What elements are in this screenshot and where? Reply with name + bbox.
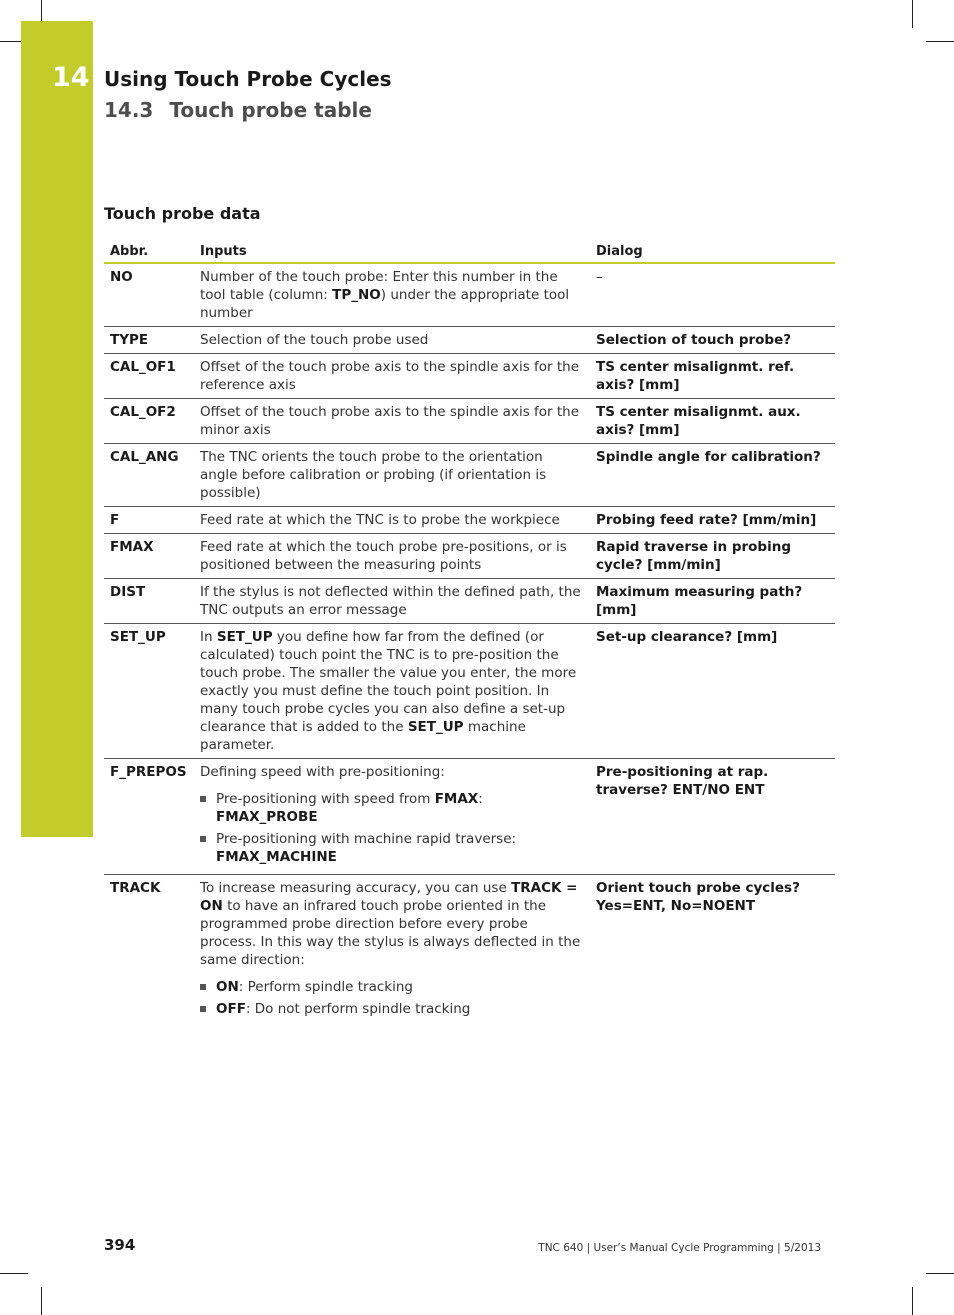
inline-text: Selection of the touch probe used	[200, 332, 429, 348]
cell-abbr: TRACK	[110, 880, 161, 896]
inline-bold-text: FMAX_PROBE	[216, 809, 318, 825]
cell-inputs	[194, 507, 590, 534]
inline-bold-text: TP_NO	[332, 287, 381, 303]
column-header-inputs: Inputs	[194, 240, 590, 263]
inputs-paragraph	[200, 583, 584, 619]
inputs-paragraph	[200, 879, 584, 969]
inline-text: Defining speed with pre-positioning:	[200, 764, 445, 780]
crop-mark	[926, 1273, 954, 1274]
inline-text: : Perform spindle tracking	[238, 979, 413, 995]
table-body	[104, 263, 835, 1026]
chapter-number: 14	[52, 62, 90, 93]
crop-mark	[926, 41, 954, 42]
cell-abbr: CAL_ANG	[104, 444, 194, 507]
table-row	[104, 507, 835, 534]
inputs-paragraph	[200, 403, 584, 439]
table-header-row	[104, 240, 835, 263]
crop-mark	[41, 1287, 42, 1315]
page-number: 394	[104, 1236, 136, 1254]
cell-inputs	[194, 444, 590, 507]
table-row	[104, 759, 835, 875]
bullet-list	[200, 978, 584, 1018]
inputs-paragraph	[200, 511, 584, 529]
inline-bold-text: OFF	[216, 1001, 246, 1017]
column-header-dialog: Dialog	[590, 240, 835, 263]
cell-abbr: F	[104, 507, 194, 534]
inline-text: If the stylus is not deflected within the defined path, the TNC outputs an error message	[200, 584, 581, 618]
inputs-paragraph	[200, 448, 584, 502]
bullet-item	[200, 1000, 584, 1018]
inline-text: to have an infrared touch probe oriented in the programmed probe direction before every probe process. In this way the stylus is always deflected in the same direction:	[200, 898, 581, 968]
column-header-abbr: Abbr.	[104, 240, 194, 263]
cell-dialog: Orient touch probe cycles? Yes=ENT, No=NOENT	[596, 880, 800, 914]
inline-text: Offset of the touch probe axis to the spindle axis for the reference axis	[200, 359, 580, 393]
cell-abbr: F_PREPOS	[104, 759, 194, 875]
cell-dialog: Probing feed rate? [mm/min]	[590, 507, 835, 534]
bullet-list	[200, 790, 584, 866]
inline-text: Feed rate at which the touch probe pre-positions, or is positioned between the measuring points	[200, 539, 567, 573]
table-row	[104, 579, 835, 624]
bullet-item	[200, 830, 584, 866]
inline-text: Pre-positioning with speed from	[216, 791, 435, 807]
inline-text: Feed rate at which the TNC is to probe the workpiece	[200, 512, 560, 528]
cell-abbr: NO	[104, 263, 194, 327]
bullet-item	[200, 790, 584, 826]
crop-mark	[0, 1273, 28, 1274]
cell-inputs	[194, 399, 590, 444]
table-row	[104, 444, 835, 507]
inline-text: Offset of the touch probe axis to the spindle axis for the minor axis	[200, 404, 580, 438]
inline-bold-text: SET_UP	[216, 629, 273, 645]
cell-dialog: –	[590, 263, 835, 327]
table-heading: Touch probe data	[104, 204, 261, 223]
inline-text: The TNC orients the touch probe to the orientation angle before calibration or probing (if orientation is possible)	[200, 449, 547, 501]
inline-text: you define how far from the defined (or calculated) touch point the TNC is to pre-position the touch probe. The smaller the value you enter, the more exactly you must define the touch point position. In many touch probe cycles you can also define a set-up clearance that is added to the	[200, 629, 577, 735]
crop-mark	[912, 0, 913, 28]
table-row	[104, 875, 835, 1027]
inputs-paragraph	[200, 763, 584, 781]
table-row	[104, 354, 835, 399]
table-row	[104, 327, 835, 354]
cell-abbr: TYPE	[104, 327, 194, 354]
table-row	[104, 534, 835, 579]
cell-dialog: Spindle angle for calibration?	[590, 444, 835, 507]
cell-inputs	[194, 759, 590, 875]
inline-bold-text: SET_UP	[407, 719, 464, 735]
cell-dialog: Rapid traverse in probing cycle? [mm/min]	[590, 534, 835, 579]
cell-dialog: TS center misalignmt. aux. axis? [mm]	[590, 399, 835, 444]
cell-dialog: Pre-positioning at rap. traverse? ENT/NO ENT	[590, 759, 835, 875]
cell-abbr: SET_UP	[104, 624, 194, 759]
crop-mark	[0, 41, 21, 42]
cell-dialog: TS center misalignmt. ref. axis? [mm]	[590, 354, 835, 399]
table-row	[104, 399, 835, 444]
section-number: 14.3	[104, 98, 154, 122]
cell-inputs	[194, 354, 590, 399]
cell-abbr: CAL_OF2	[104, 399, 194, 444]
touch-probe-table	[104, 240, 835, 1026]
inline-text: Pre-positioning with machine rapid traverse:	[216, 831, 517, 847]
inline-bold-text: TRACK = ON	[200, 880, 578, 914]
bullet-item	[200, 978, 584, 996]
inputs-paragraph	[200, 538, 584, 574]
inputs-paragraph	[200, 268, 584, 322]
cell-abbr: CAL_OF1	[104, 354, 194, 399]
cell-inputs	[194, 263, 590, 327]
inline-text: Number of the touch probe: Enter this number in the tool table (column:	[200, 269, 558, 303]
section-title	[104, 98, 372, 122]
inputs-paragraph	[200, 358, 584, 394]
inline-bold-text: FMAX	[434, 791, 479, 807]
inline-text: : Do not perform spindle tracking	[245, 1001, 471, 1017]
cell-inputs	[194, 624, 590, 759]
cell-inputs	[194, 327, 590, 354]
inputs-paragraph	[200, 331, 584, 349]
cell-inputs	[194, 579, 590, 624]
inline-text: In	[200, 629, 217, 645]
cell-inputs	[194, 534, 590, 579]
cell-dialog: Maximum measuring path? [mm]	[590, 579, 835, 624]
inputs-paragraph	[200, 628, 584, 754]
inline-text: ) under the appropriate tool number	[200, 287, 570, 321]
cell-inputs	[194, 875, 590, 1027]
cell-abbr: DIST	[104, 579, 194, 624]
section-name: Touch probe table	[169, 98, 372, 122]
crop-mark	[41, 0, 42, 21]
table-row	[104, 624, 835, 759]
inline-text: To increase measuring accuracy, you can use	[200, 880, 512, 896]
inline-bold-text: ON	[216, 979, 239, 995]
chapter-side-bar	[21, 21, 93, 837]
cell-dialog: Set-up clearance? [mm]	[590, 624, 835, 759]
cell-abbr: FMAX	[104, 534, 194, 579]
inline-bold-text: FMAX_MACHINE	[216, 849, 337, 865]
inline-text: machine parameter.	[200, 719, 526, 753]
table-row	[104, 263, 835, 327]
inline-text: :	[478, 791, 483, 807]
cell-dialog: Selection of touch probe?	[590, 327, 835, 354]
chapter-title: Using Touch Probe Cycles	[104, 67, 392, 91]
footer-text: TNC 640 | User’s Manual Cycle Programming | 5/2013	[538, 1242, 821, 1254]
crop-mark	[912, 1287, 913, 1315]
